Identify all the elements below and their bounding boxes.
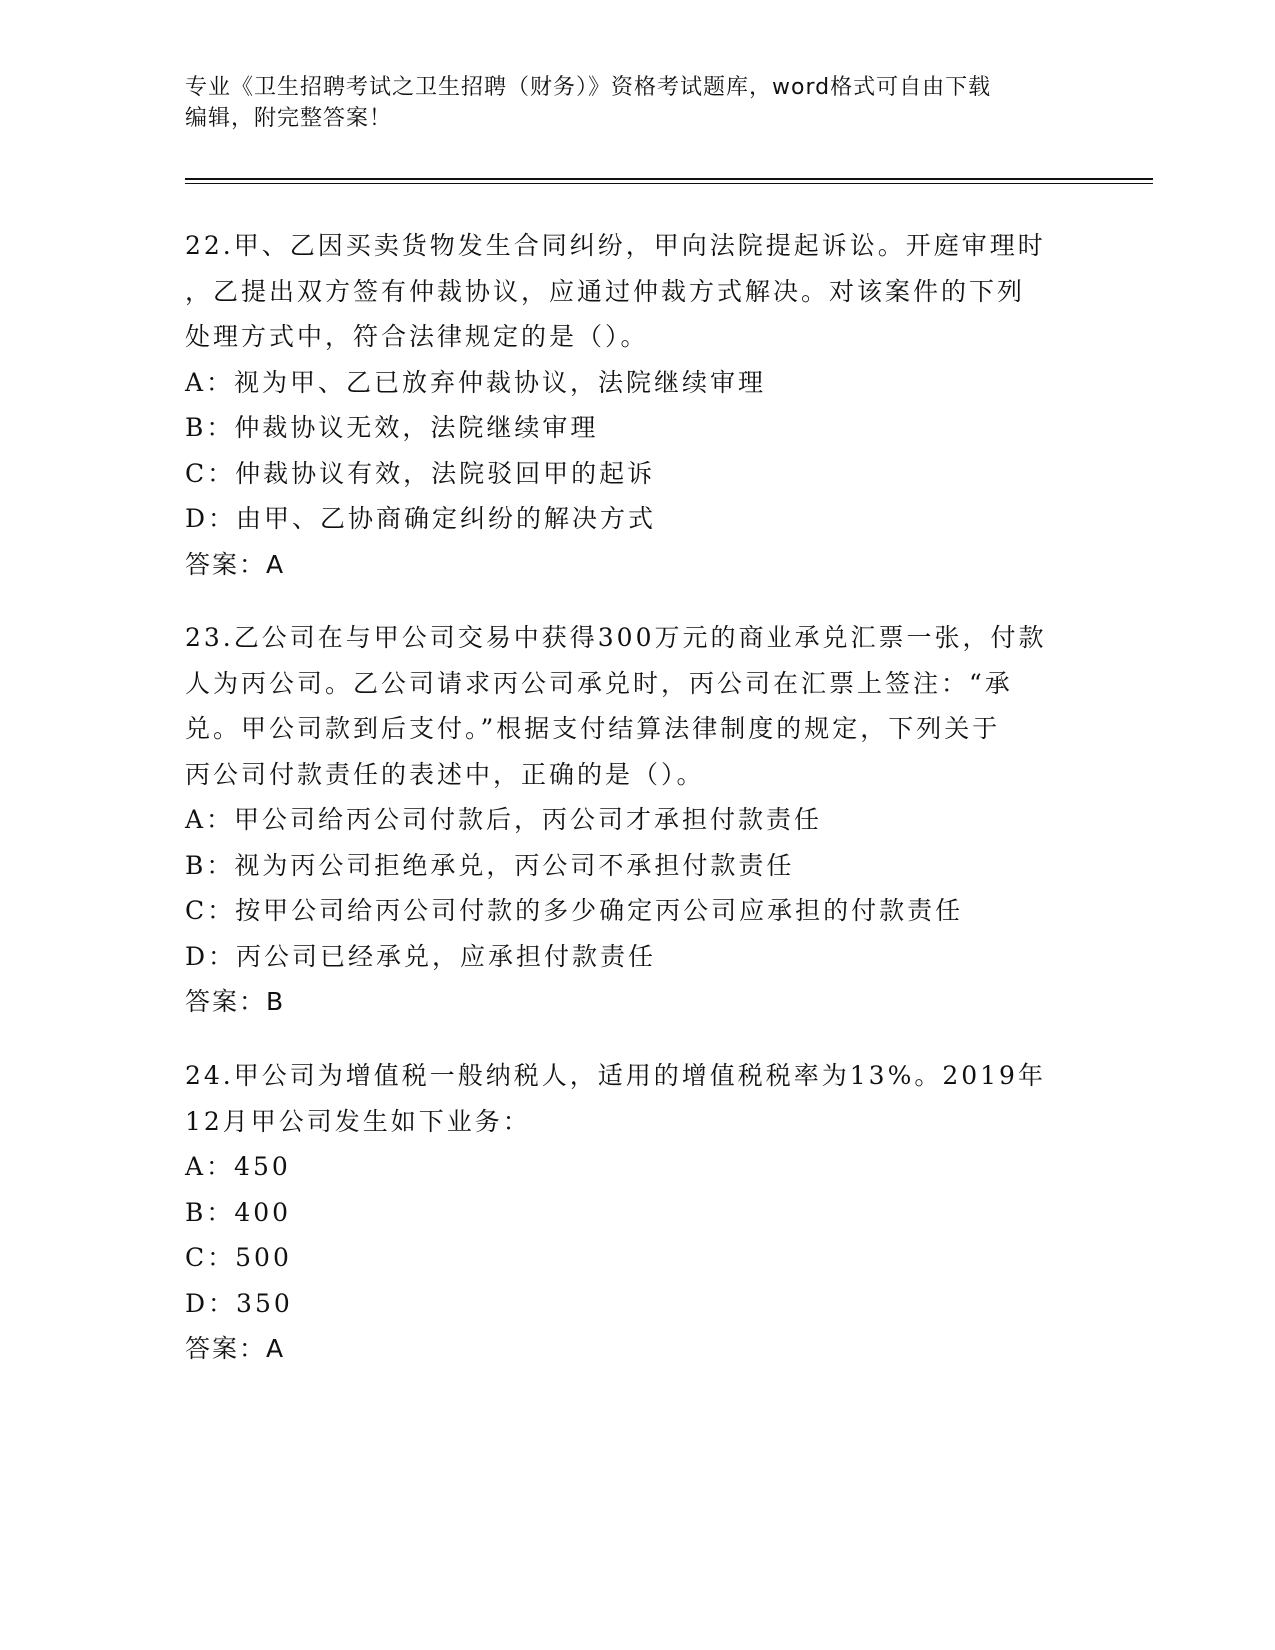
header-line-2: 编辑，附完整答案！: [185, 106, 393, 131]
document-header: [185, 72, 1085, 134]
option-d: D：由甲、乙协商确定纠纷的解决方式: [185, 504, 657, 533]
question-stem-line: 22.甲、乙因买卖货物发生合同纠纷，甲向法院提起诉讼。开庭审理时: [185, 231, 1046, 260]
question-stem-line: 12月甲公司发生如下业务：: [185, 1106, 531, 1136]
option-c: C：500: [185, 1243, 292, 1272]
question-stem-line: 处理方式中，符合法律规定的是（）。: [185, 322, 649, 351]
option-a: A：450: [185, 1152, 291, 1181]
option-a: A：甲公司给丙公司付款后，丙公司才承担付款责任: [185, 805, 823, 834]
question-stem-line: 23.乙公司在与甲公司交易中获得300万元的商业承兑汇票一张，付款: [185, 623, 1047, 652]
question-stem-line: ，乙提出双方签有仲裁协议，应通过仲裁方式解决。对该案件的下列: [185, 276, 1026, 306]
answer-line: 答案：B: [185, 987, 286, 1016]
question-24: [185, 1053, 1085, 1372]
question-stem-line: 兑。甲公司款到后支付。”根据支付结算法律制度的规定，下列关于: [185, 714, 1001, 743]
option-b: B：视为丙公司拒绝承兑，丙公司不承担付款责任: [185, 850, 795, 880]
option-b: B：仲裁协议无效，法院继续审理: [185, 413, 599, 442]
header-divider-thin: [185, 183, 1153, 184]
question-stem-line: 24.甲公司为增值税一般纳税人，适用的增值税税率为13%。2019年: [185, 1061, 1046, 1090]
option-a: A：视为甲、乙已放弃仲裁协议，法院继续审理: [185, 367, 767, 397]
option-d: D：丙公司已经承兑，应承担付款责任: [185, 941, 657, 971]
question-22: [185, 223, 1085, 587]
answer-line: 答案：A: [185, 549, 286, 579]
question-stem-line: 人为丙公司。乙公司请求丙公司承兑时，丙公司在汇票上签注：“承: [185, 668, 1013, 698]
question-23: [185, 615, 1085, 1025]
option-b: B：400: [185, 1197, 292, 1227]
header-line-1: 专业《卫生招聘考试之卫生招聘（财务）》资格考试题库，word格式可自由下载: [185, 75, 992, 100]
option-c: C：按甲公司给丙公司付款的多少确定丙公司应承担的付款责任: [185, 896, 964, 925]
option-c: C：仲裁协议有效，法院驳回甲的起诉: [185, 458, 656, 488]
header-divider-thick: [185, 178, 1153, 180]
question-stem-line: 丙公司付款责任的表述中，正确的是（）。: [185, 759, 705, 789]
option-d: D：350: [185, 1288, 293, 1318]
answer-line: 答案：A: [185, 1334, 286, 1363]
